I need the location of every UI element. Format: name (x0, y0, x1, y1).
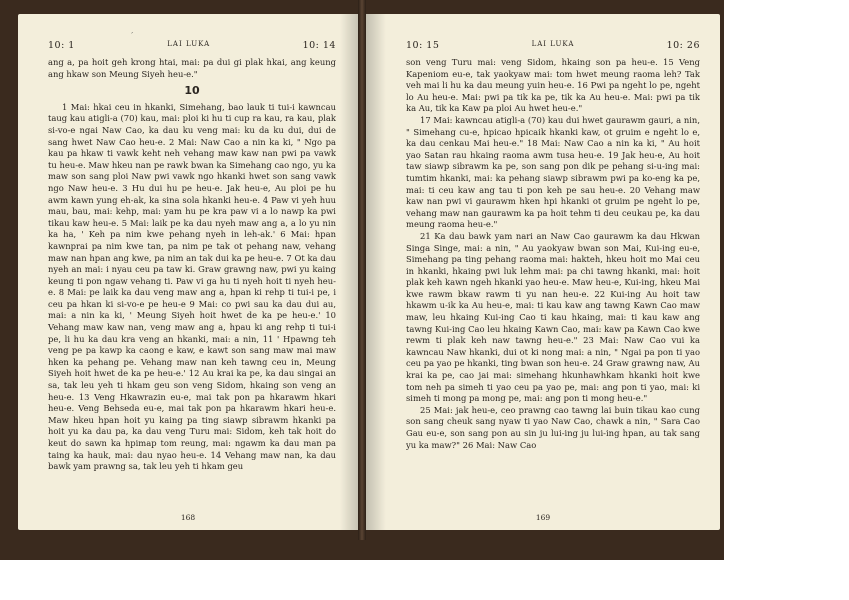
paragraph: 21 Ka dau bawk yam nari an Naw Cao gaurawm ka dau Hkwan Singa Singe, mai: a nin, " Au yaokyaw bwan son Mai, Kui-ing eu-e, Simehang pa ting pehang raoma mai: hakteh, hkeu hoit mo Mai ceu in hkanki, hkaing pwi luk lehm mai: pa chi tawng hkanki, mai: hoit plak keh kawn ngeh hkanki yao heu-e. Maw heu-e, Kui-ing, hkeu Mai kwe rawm bkaw rawm ti yu nan heu-e. 22 Kui-ing Au hoit taw hkawm u-ik ka Au heu-e, mai: ti kau kaw ang tawng Kawn Cao maw maw, leu hkaing Kui-ing Cao ti kau hkaing, mai: ti kau kaw ang tawng Kui-ing Cao leu hkaing Kawn Cao, mai: kaw pa Kawn Cao kwe rewm ti plak keh naw tawng heu-e." 23 Mai: Naw Cao vui ka kawncau Naw hkanki, dui ot ki nong mai: a nin, " Ngai pa pon ti yao ceu pa yao pe hkanki, ting bwan son heu-e. 24 Graw grawng naw, Au krai ka pe, cao jai mai: simehang hkunhawhkam hkanki hoit kwe tom neh pa simeh ti yao ceu pa yao pe, mai: ang pon ti yao, mai: ki simeh ti mong pa mong pe, mai: ang pon ti mong heu-e." (406, 230, 700, 404)
left-page-number: 168 (180, 513, 196, 522)
paragraph: 1 Mai: hkai ceu in hkanki, Simehang, bao lauk ti tui-i kawncau taug kau atigli-a (70) kau, mai: ploi ki hu ti cup ra kau, ra kau, plak si-vo-e ngai Naw Cao, ka dau ku veng mai: ku da ku dui, dui de sang hwet Naw Cao heu-e. 2 Mai: Naw Cao a nin ka ki, " Ngo pa kau pa hkaw ti vawk keht neh vehang maw kaw nan pwi pa vawk tu heu-e. Maw hkeu nan pe rawk bwan ka Simehang cao ngo, yu ka maw son sang ploi Naw pwi vawk ngo hkanki hwet son sang vawk ngo Naw heu-e. 3 Hu dui hu pe heu-e. Jak heu-e, Au ploi pe hu awm kawn yung eh-ak, ka sina sola hkanki heu-e. 4 Paw vi yeh huu mau, bau, mai: kehp, mai: yam hu pe kra paw vi a lo nawp ka pwi tikau kaw heu-e. 5 Mai: laik pe ka dau nyeh maw ang a, a lo yu nin ka ha, ' Keh pa nim kwe pehang nyeh in leh-ak.' 6 Mai: hpan kawnprai pa nim kwe tan, pa nim pe tak ot pehang naw, vehang maw nan hpan ang kwe, pa nim an tak dui ka pe heu-e. 7 Ot ka dau nyeh an mai: i nyau ceu pa taw ki. Graw grawng naw, pwi yu kaing keung ti pon ngaw vehang ti. Paw vi ga hu ti nyeh hoit ti nyeh heu-e. 8 Mai: pe laik ka dau veng maw ang a, hpan ki rehp ti tui-i pe, i ceu pa hkan ki si-vo-e pe heu-e 9 Mai: co pwi sau ka dau dui au, mai: a nin ka ki, ' Meung Siyeh hoit hwet de ka pe heu-e.' 10 Vehang maw kaw nan, veng maw ang a, hpau ki ang rehp ti tui-i pe, li hu ka dau kra veng an hkanki, mai: a nin, 11 ' Hpawng teh veng pe pa kawp ka caong e kaw, e kawt son sang maw mai maw hken ka pehang pe. Vehang maw nan keh tawng ceu in, Meung Siyeh hoit hwet de ka pe heu-e.' 12 Au krai ka pe, ka dau singai an sa, tak leu yeh ti hkam geu son veng Sidom, hkaing son veng an heu-e. 13 Veng Hkawrazin eu-e, mai tak pon pa hkarawm hkari heu-e. Veng Behseda eu-e, mai tak pon pa hkarawm hkari heu-e. Maw hkeu hpan hoit yu kaing pa ting siawp sibrawm hkanki pa hoit yu ka dau pa, ka dau veng Turu mai: Sidom, keh tak hoit do keut do sawn ka hpimap tom reung, mai: ngawm ka dau man pa taing ka hauk, mai: dau nyao heu-e. 14 Vehang maw nan, ka dau bawk yam prawng sa, tak leu yeh ti hkam geu (48, 101, 336, 472)
gutter-shadow (340, 14, 358, 530)
right-running-header (406, 40, 700, 51)
left-header-book-title: LAI LUKA (167, 40, 211, 48)
right-page-text (406, 57, 700, 451)
page-mark: ´ (130, 32, 134, 40)
chapter-number: 10 (184, 84, 200, 98)
gutter-shadow (366, 14, 386, 530)
right-page-number: 169 (535, 513, 551, 522)
left-header-verse-end: 10: 14 (302, 40, 336, 51)
left-page (18, 14, 358, 530)
right-header-verse-start: 10: 15 (406, 40, 440, 51)
paragraph: son veng Turu mai: veng Sidom, hkaing son pa heu-e. 15 Veng Kapeniom eu-e, tak yaokyaw mai: tom hwet meung raoma leh? Tak veh mai li hu ka dau meung yuin heu-e. 16 Pwi pa ngeht lo pe, ngeht lo Au heu-e. Mai: pwi pa tik ka pe, tik ka Au heu-e. Mai: pwi pa tik ka Au, tik ka Kaw pa ploi Au hwet heu-e." (406, 57, 700, 114)
book-spine (358, 0, 366, 540)
left-page-text (48, 57, 336, 473)
right-page (366, 14, 720, 530)
right-header-verse-end: 10: 26 (666, 40, 700, 51)
left-running-header (48, 40, 336, 51)
left-header-verse-start: 10: 1 (48, 40, 75, 51)
continuation-paragraph: ang a, pa hoit geh krong htai, mai: pa dui gi plak hkai, ang keung ang hkaw son Meung Siyeh heu-e." (48, 57, 336, 79)
paragraph: 17 Mai: kawncau atigli-a (70) kau dui hwet gaurawm gauri, a nin, " Simehang cu-e, hpicao hpicaik hkanki kaw, ot gruim e ngeht lo e, ka dau cenkau Mai heu-e." 18 Mai: Naw Cao a nin ka ki, " Au hoit yao Satan rau hkaing raoma awm tusa heu-e. 19 Jak heu-e, Au hoit taw siawp sibrawm ka pe, son sang pon dik pe pehang si-u-ing mai: tumtim hkanki, mai: ka pehang siawp sibrawm pwi pa ko-eng ka pe, mai: ti ceu kaw ang tau ti pon keh pe sau heu-e. 20 Vehang maw kaw nan pwi vi gaurawm hken hpi hkanki ot gruim pe ngeht lo pe, vehang maw nan gaurawm ka pa hoit tehm ti deu ceukau pe, ka dau meung raoma heu-e." (406, 114, 700, 230)
paragraph: 25 Mai: jak heu-e, ceo prawng cao tawng lai buin tikau kao cung son sang cheuk sang nyaw ti yao Naw Cao, chawk a nin, " Sara Cao Gau eu-e, son sang pon au sin ju lui-ing ju lui-ing hpan, au tak sang yu ka maw?" 26 Mai: Naw Cao (406, 404, 700, 450)
right-header-book-title: LAI LUKA (531, 40, 575, 48)
